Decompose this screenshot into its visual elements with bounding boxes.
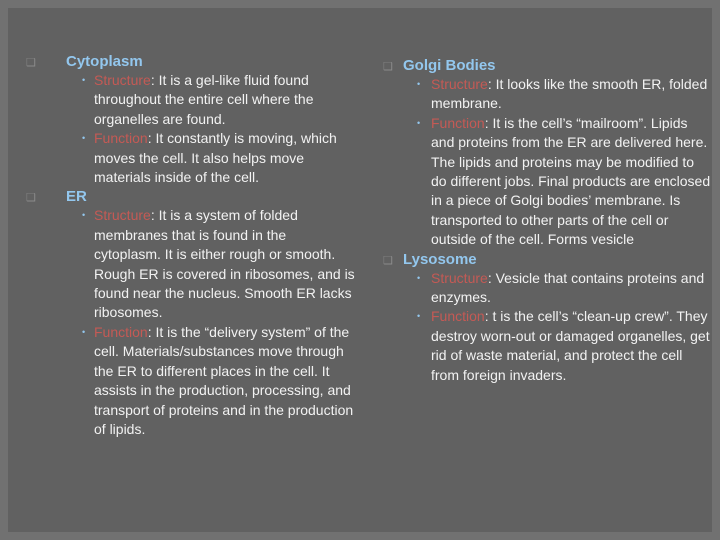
bullet-icon: • (417, 79, 421, 89)
section-heading-lysosome: ❑ Lysosome (383, 250, 713, 269)
list-item-lysosome-function: • Function: t is the cell’s “clean-up crew”. They destroy worn-out or damaged organelles, get rid of waste material, and protect the cell from foreign invaders. (417, 308, 710, 383)
list-item-er-function: • Function: It is the “delivery system” of the cell. Materials/substances move through the ER to different places in the cell. It assists in the production, processing, and transport of proteins and in the production of lipids. (82, 323, 354, 437)
list-item-cytoplasm-structure: • Structure: It is a gel-like fluid found throughout the entire cell where the organelles are found. (82, 72, 314, 127)
list-item-golgi-function: • Function: It is the cell’s “mailroom”. Lipids and proteins from the ER are delivered here. The lipids and proteins may be modified to do different jobs. Final products are enclosed in a piece of Golgi bodies’ membrane. Is transported to other parts of the cell or outside of the cell. Forms vesicle (417, 114, 711, 248)
left-column (26, 52, 356, 439)
bullet-icon: • (82, 210, 86, 221)
section-marker-icon: ❑ (383, 254, 393, 267)
section-heading-er: ❑ ER (26, 187, 356, 206)
bullet-icon: • (417, 117, 421, 128)
list-item-golgi-structure: • Structure: It looks like the smooth ER, folded membrane. (417, 76, 708, 112)
bullet-icon: • (417, 272, 421, 283)
section-heading-golgi-bodies: ❑ Golgi Bodies (383, 56, 713, 75)
bullet-icon: • (417, 311, 421, 322)
section-heading-cytoplasm: ❑ Cytoplasm (26, 52, 356, 71)
bullet-icon: • (82, 133, 86, 144)
section-marker-icon: ❑ (26, 192, 36, 205)
list-item-cytoplasm-function: • Function: It constantly is moving, which moves the cell. It also helps move materials inside of the cell. (82, 130, 337, 186)
bullet-icon: • (82, 75, 86, 85)
section-marker-icon: ❑ (383, 61, 393, 73)
section-marker-icon: ❑ (26, 57, 36, 69)
right-column (383, 56, 713, 385)
list-item-er-structure: • Structure: It is a system of folded membranes that is found in the cytoplasm. It is either rough or smooth. Rough ER is covered in ribosomes, and is found near the nucleus. Smooth ER lacks ribosomes. (82, 207, 355, 321)
bullet-icon: • (82, 326, 86, 337)
slide-frame (8, 8, 712, 532)
list-item-lysosome-structure: • Structure: Vesicle that contains proteins and enzymes. (417, 269, 705, 306)
